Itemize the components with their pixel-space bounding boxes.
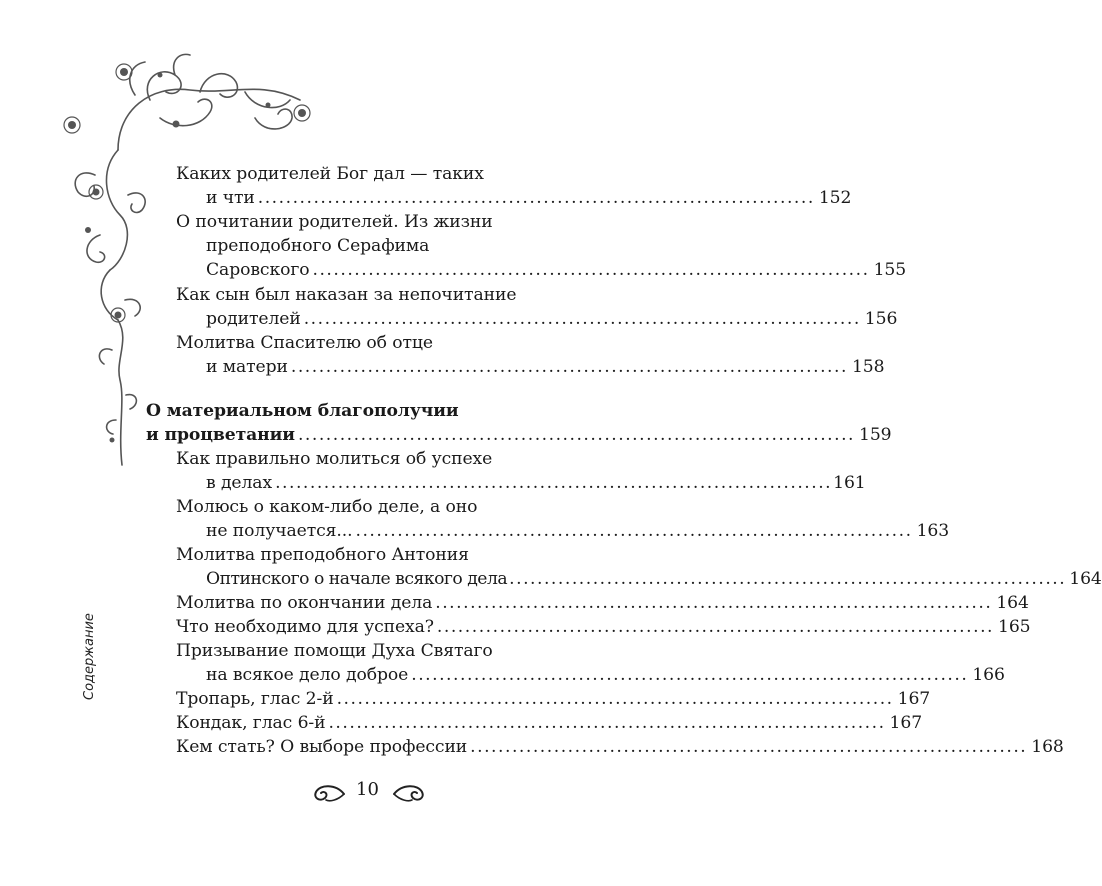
dot-leader: ................................................................................ (435, 593, 993, 613)
toc-entry-title: Тропарь, глас 2-й (176, 689, 334, 709)
toc-page-number: 164 (996, 593, 1029, 613)
toc-entry-row (206, 519, 950, 543)
dot-leader: ................................................................................ (355, 521, 913, 541)
toc-page-number: 166 (972, 665, 1005, 685)
toc-page-number: 167 (897, 689, 931, 709)
toc-page-number: 168 (1031, 737, 1064, 757)
toc-page-number: 156 (864, 309, 898, 329)
toc-entry-row (176, 735, 1064, 759)
dot-leader: ................................................................................ (509, 569, 1067, 589)
toc-entry-title: не получается... (206, 521, 353, 541)
toc-entry-row (206, 567, 1102, 591)
toc-section-title: О материальном благополучии (146, 401, 459, 421)
page-number: 10 (356, 779, 379, 800)
dot-leader: ................................................................................ (470, 737, 1028, 757)
toc-page-number: 161 (833, 473, 866, 493)
toc-section-row (146, 423, 892, 447)
toc-page-number: 152 (818, 188, 852, 208)
toc-entry-title: и чти (206, 188, 255, 208)
toc-entry-row (176, 615, 1031, 639)
toc-entry-title: Молитва преподобного Антония (176, 545, 469, 565)
toc-entry-title: Молитва Спасителю об отце (176, 333, 433, 353)
dot-leader: ................................................................................ (411, 665, 969, 685)
toc-page-number: 159 (859, 425, 892, 445)
toc-page-number: 165 (998, 617, 1031, 637)
toc-entry-row (206, 307, 898, 331)
dot-leader: ................................................................................ (257, 188, 815, 208)
dot-leader: ................................................................................ (436, 617, 994, 637)
dot-leader: ................................................................................ (336, 689, 894, 709)
dot-leader: ................................................................................ (297, 425, 856, 445)
toc-entry-title: Саровского (206, 260, 310, 280)
toc-entry-title: Кем стать? О выборе профессии (176, 737, 468, 757)
toc-entry-row (206, 355, 885, 379)
toc-entry-title: в делах (206, 473, 273, 493)
toc-entry-title: Призывание помощи Духа Святаго (176, 641, 493, 661)
left-curl-ornament (312, 782, 346, 804)
toc-page-number: 163 (916, 521, 950, 541)
toc-entry-title: Как сын был наказан за непочитание (176, 285, 517, 305)
toc-section-title: и процветании (146, 425, 295, 445)
side-section-label: Содержание (82, 613, 97, 700)
dot-leader: ................................................................................ (328, 713, 886, 733)
toc-entry-title: Как правильно молиться об успехе (176, 449, 493, 469)
toc-entry-row (206, 258, 907, 282)
toc-entry-row (176, 711, 923, 735)
toc-entry-title: Кондак, глас 6-й (176, 713, 326, 733)
dot-leader: ................................................................................ (290, 357, 848, 377)
right-curl-ornament (392, 782, 426, 804)
toc-entry-title: Оптинского о начале всякого дела (206, 569, 508, 589)
toc-entry-row (206, 471, 866, 495)
toc-entry-title: Молитва по окончании дела (176, 593, 433, 613)
toc-entry-title: и матери (206, 357, 288, 377)
toc-entry-row (176, 687, 931, 711)
toc-entry-title: Что необходимо для успеха? (176, 617, 434, 637)
toc-entry-title: на всякое дело доброе (206, 665, 409, 685)
toc-entry-row (176, 591, 1029, 615)
toc-entry-title: О почитании родителей. Из жизни (176, 212, 493, 232)
toc-entry-row (206, 663, 1005, 687)
toc-entry-title: Каких родителей Бог дал — таких (176, 164, 484, 184)
toc-entry-row (206, 186, 852, 210)
toc-entry-title: Молюсь о каком-либо деле, а оно (176, 497, 478, 517)
toc-page-number: 155 (873, 260, 907, 280)
toc-page-number: 164 (1069, 569, 1102, 589)
dot-leader: ................................................................................ (303, 309, 861, 329)
dot-leader: ................................................................................ (275, 473, 833, 493)
dot-leader: ................................................................................ (312, 260, 870, 280)
toc-page-number: 158 (851, 357, 885, 377)
toc-page-number: 167 (889, 713, 923, 733)
toc-entry-title: родителей (206, 309, 301, 329)
toc-entry-title: преподобного Серафима (206, 236, 430, 256)
